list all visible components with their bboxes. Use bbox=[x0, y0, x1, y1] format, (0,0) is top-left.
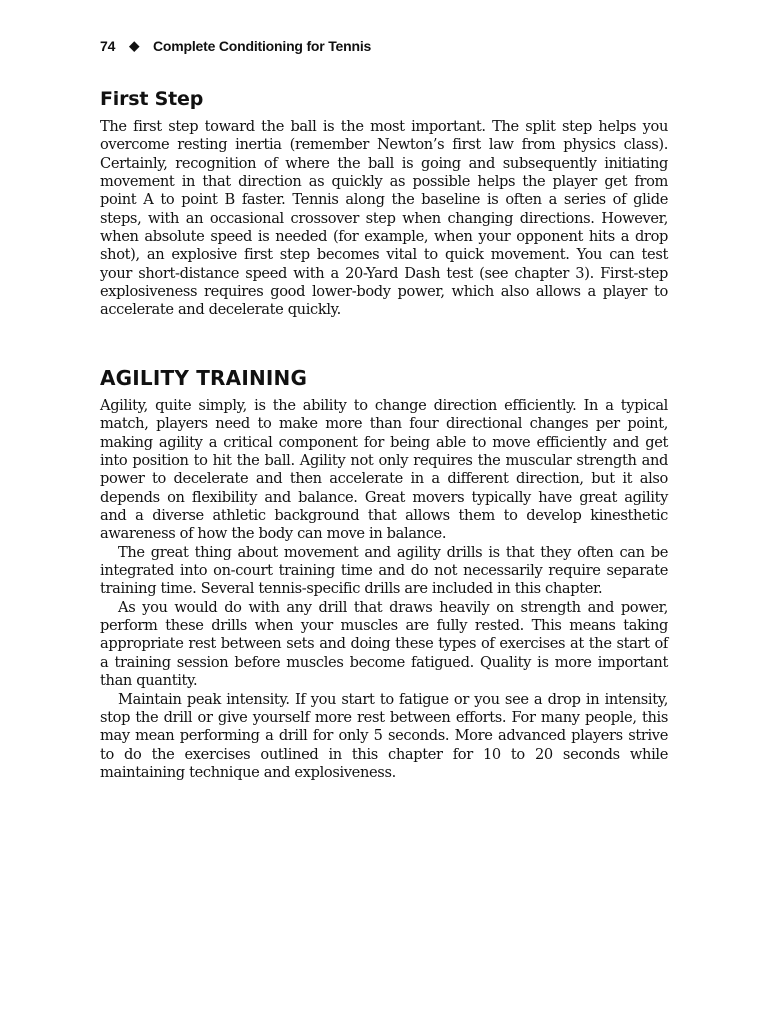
paragraph: The great thing about movement and agility drills is that they often can be integrated into on-court training time and do not necessarily require separate training time. Several tennis-specific drills are included in this chapter. bbox=[100, 543, 668, 598]
running-head bbox=[100, 38, 371, 54]
first-step-body bbox=[100, 118, 668, 320]
paragraph: Maintain peak intensity. If you start to fatigue or you see a drop in intensity, stop the drill or give yourself more rest between efforts. For many people, this may mean performing a drill for only 5 seconds. More advanced players strive to do the exercises outlined in this chapter for 10 to 20 seconds while maintaining technique and explosiveness. bbox=[100, 690, 668, 781]
section-heading-agility-training: AGILITY TRAINING bbox=[100, 366, 308, 390]
diamond-separator-icon: ◆ bbox=[129, 38, 139, 53]
paragraph: The first step toward the ball is the most important. The split step helps you overcome resting inertia (remember Newton’s first law from physics class). Certainly, recognition of where the ball is going and subsequently initiating movement in that direction as quickly as possible helps the player get from point A to point B faster. Tennis along the baseline is often a series of glide steps, with an occasional crossover step when changing directions. However, when absolute speed is needed (for example, when your opponent hits a drop shot), an explosive first step becomes vital to quick movement. You can test your short-distance speed with a 20-Yard Dash test (see chapter 3). First-step explosiveness requires good lower-body power, which also allows a player to accelerate and decelerate quickly. bbox=[100, 118, 668, 319]
agility-training-body bbox=[100, 397, 668, 782]
paragraph: As you would do with any drill that draws heavily on strength and power, perform these drills when your muscles are fully rested. This means taking appropriate rest between sets and doing these types of exercises at the start of a training session before muscles become fatigued. Quality is more important than quantity. bbox=[100, 598, 668, 690]
book-title: Complete Conditioning for Tennis bbox=[153, 38, 372, 54]
section-heading-first-step: First Step bbox=[100, 88, 204, 110]
page-number: 74 bbox=[100, 38, 116, 54]
paragraph: Agility, quite simply, is the ability to change direction efficiently. In a typical match, players need to make more than four directional changes per point, making agility a critical component for being able to move efficiently and get into position to hit the ball. Agility not only requires the muscular strength and power to decelerate and then accelerate in a different direction, but it also depends on flexibility and balance. Great movers typically have great agility and a diverse athletic background that allows them to develop kinesthetic awareness of how the body can move in balance. bbox=[100, 397, 668, 543]
